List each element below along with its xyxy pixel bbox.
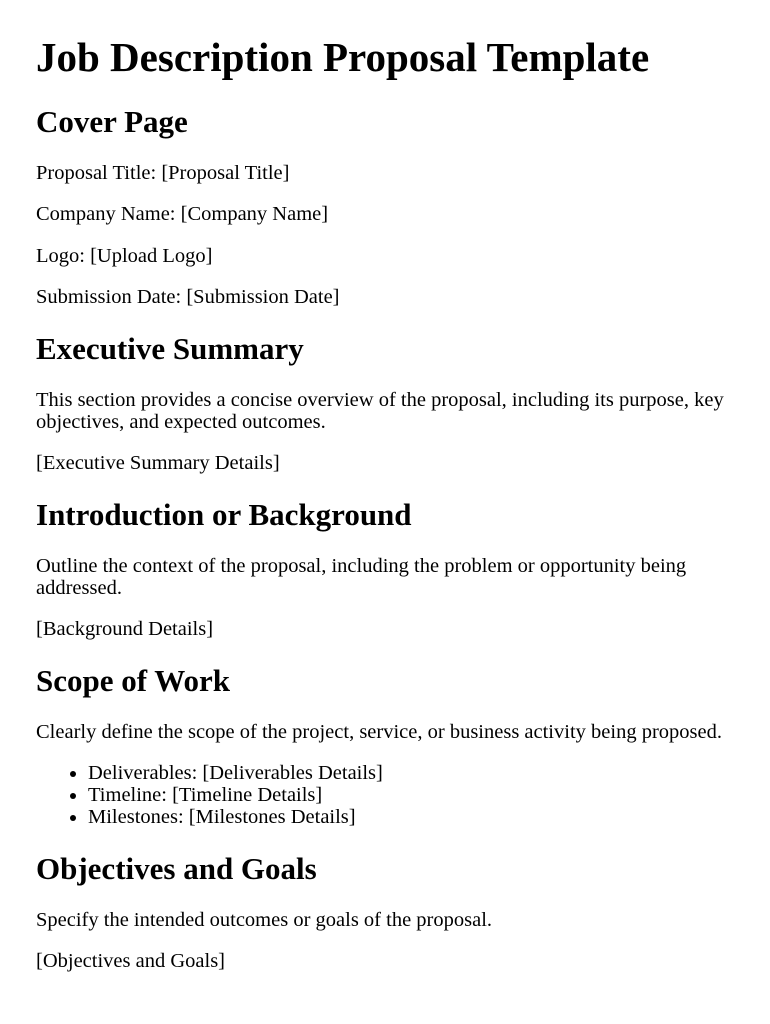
item-label: Deliverables: [88, 762, 198, 784]
cover-field-proposal-title [36, 162, 734, 184]
section-heading-introduction: Introduction or Background [36, 497, 412, 532]
section-introduction [36, 497, 734, 640]
list-item-deliverables [88, 762, 734, 784]
item-label: Milestones: [88, 806, 184, 828]
section-heading-objectives-and-goals: Objectives and Goals [36, 851, 317, 886]
scope-list [36, 762, 734, 828]
list-item-timeline [88, 784, 734, 806]
field-label: Logo: [36, 244, 85, 267]
item-label: Timeline: [88, 784, 167, 806]
section-heading-cover-page: Cover Page [36, 104, 188, 139]
cover-field-submission-date [36, 286, 734, 308]
section-description: Outline the context of the proposal, including the problem or opportunity being addressed. [36, 554, 687, 599]
page-title: Job Description Proposal Template [36, 34, 650, 80]
field-placeholder: [Submission Date] [186, 286, 340, 308]
item-placeholder: [Milestones Details] [188, 806, 356, 828]
list-item-milestones [88, 806, 734, 828]
field-label: Company Name: [36, 203, 176, 225]
field-placeholder: [Company Name] [180, 203, 329, 225]
section-scope-of-work [36, 663, 734, 828]
cover-field-logo [36, 245, 734, 267]
field-label: Proposal Title: [36, 161, 157, 184]
section-executive-summary [36, 331, 734, 474]
section-heading-executive-summary: Executive Summary [36, 331, 304, 366]
section-cover-page [36, 104, 734, 308]
section-objectives-and-goals [36, 851, 734, 972]
item-placeholder: [Deliverables Details] [202, 762, 383, 784]
section-description: Specify the intended outcomes or goals of the proposal. [36, 908, 493, 931]
section-description: This section provides a concise overview of the proposal, including its purpose, key objectives, and expected outcomes. [36, 388, 724, 433]
cover-field-company-name [36, 203, 734, 225]
section-placeholder: [Background Details] [36, 618, 214, 640]
section-placeholder: [Executive Summary Details] [36, 452, 280, 474]
section-placeholder: [Objectives and Goals] [36, 950, 225, 972]
field-placeholder: [Upload Logo] [90, 244, 213, 267]
field-label: Submission Date: [36, 286, 182, 308]
item-placeholder: [Timeline Details] [172, 784, 323, 806]
section-heading-scope-of-work: Scope of Work [36, 663, 231, 698]
field-placeholder: [Proposal Title] [161, 161, 290, 184]
section-description: Clearly define the scope of the project, service, or business activity being proposed. [36, 720, 722, 743]
